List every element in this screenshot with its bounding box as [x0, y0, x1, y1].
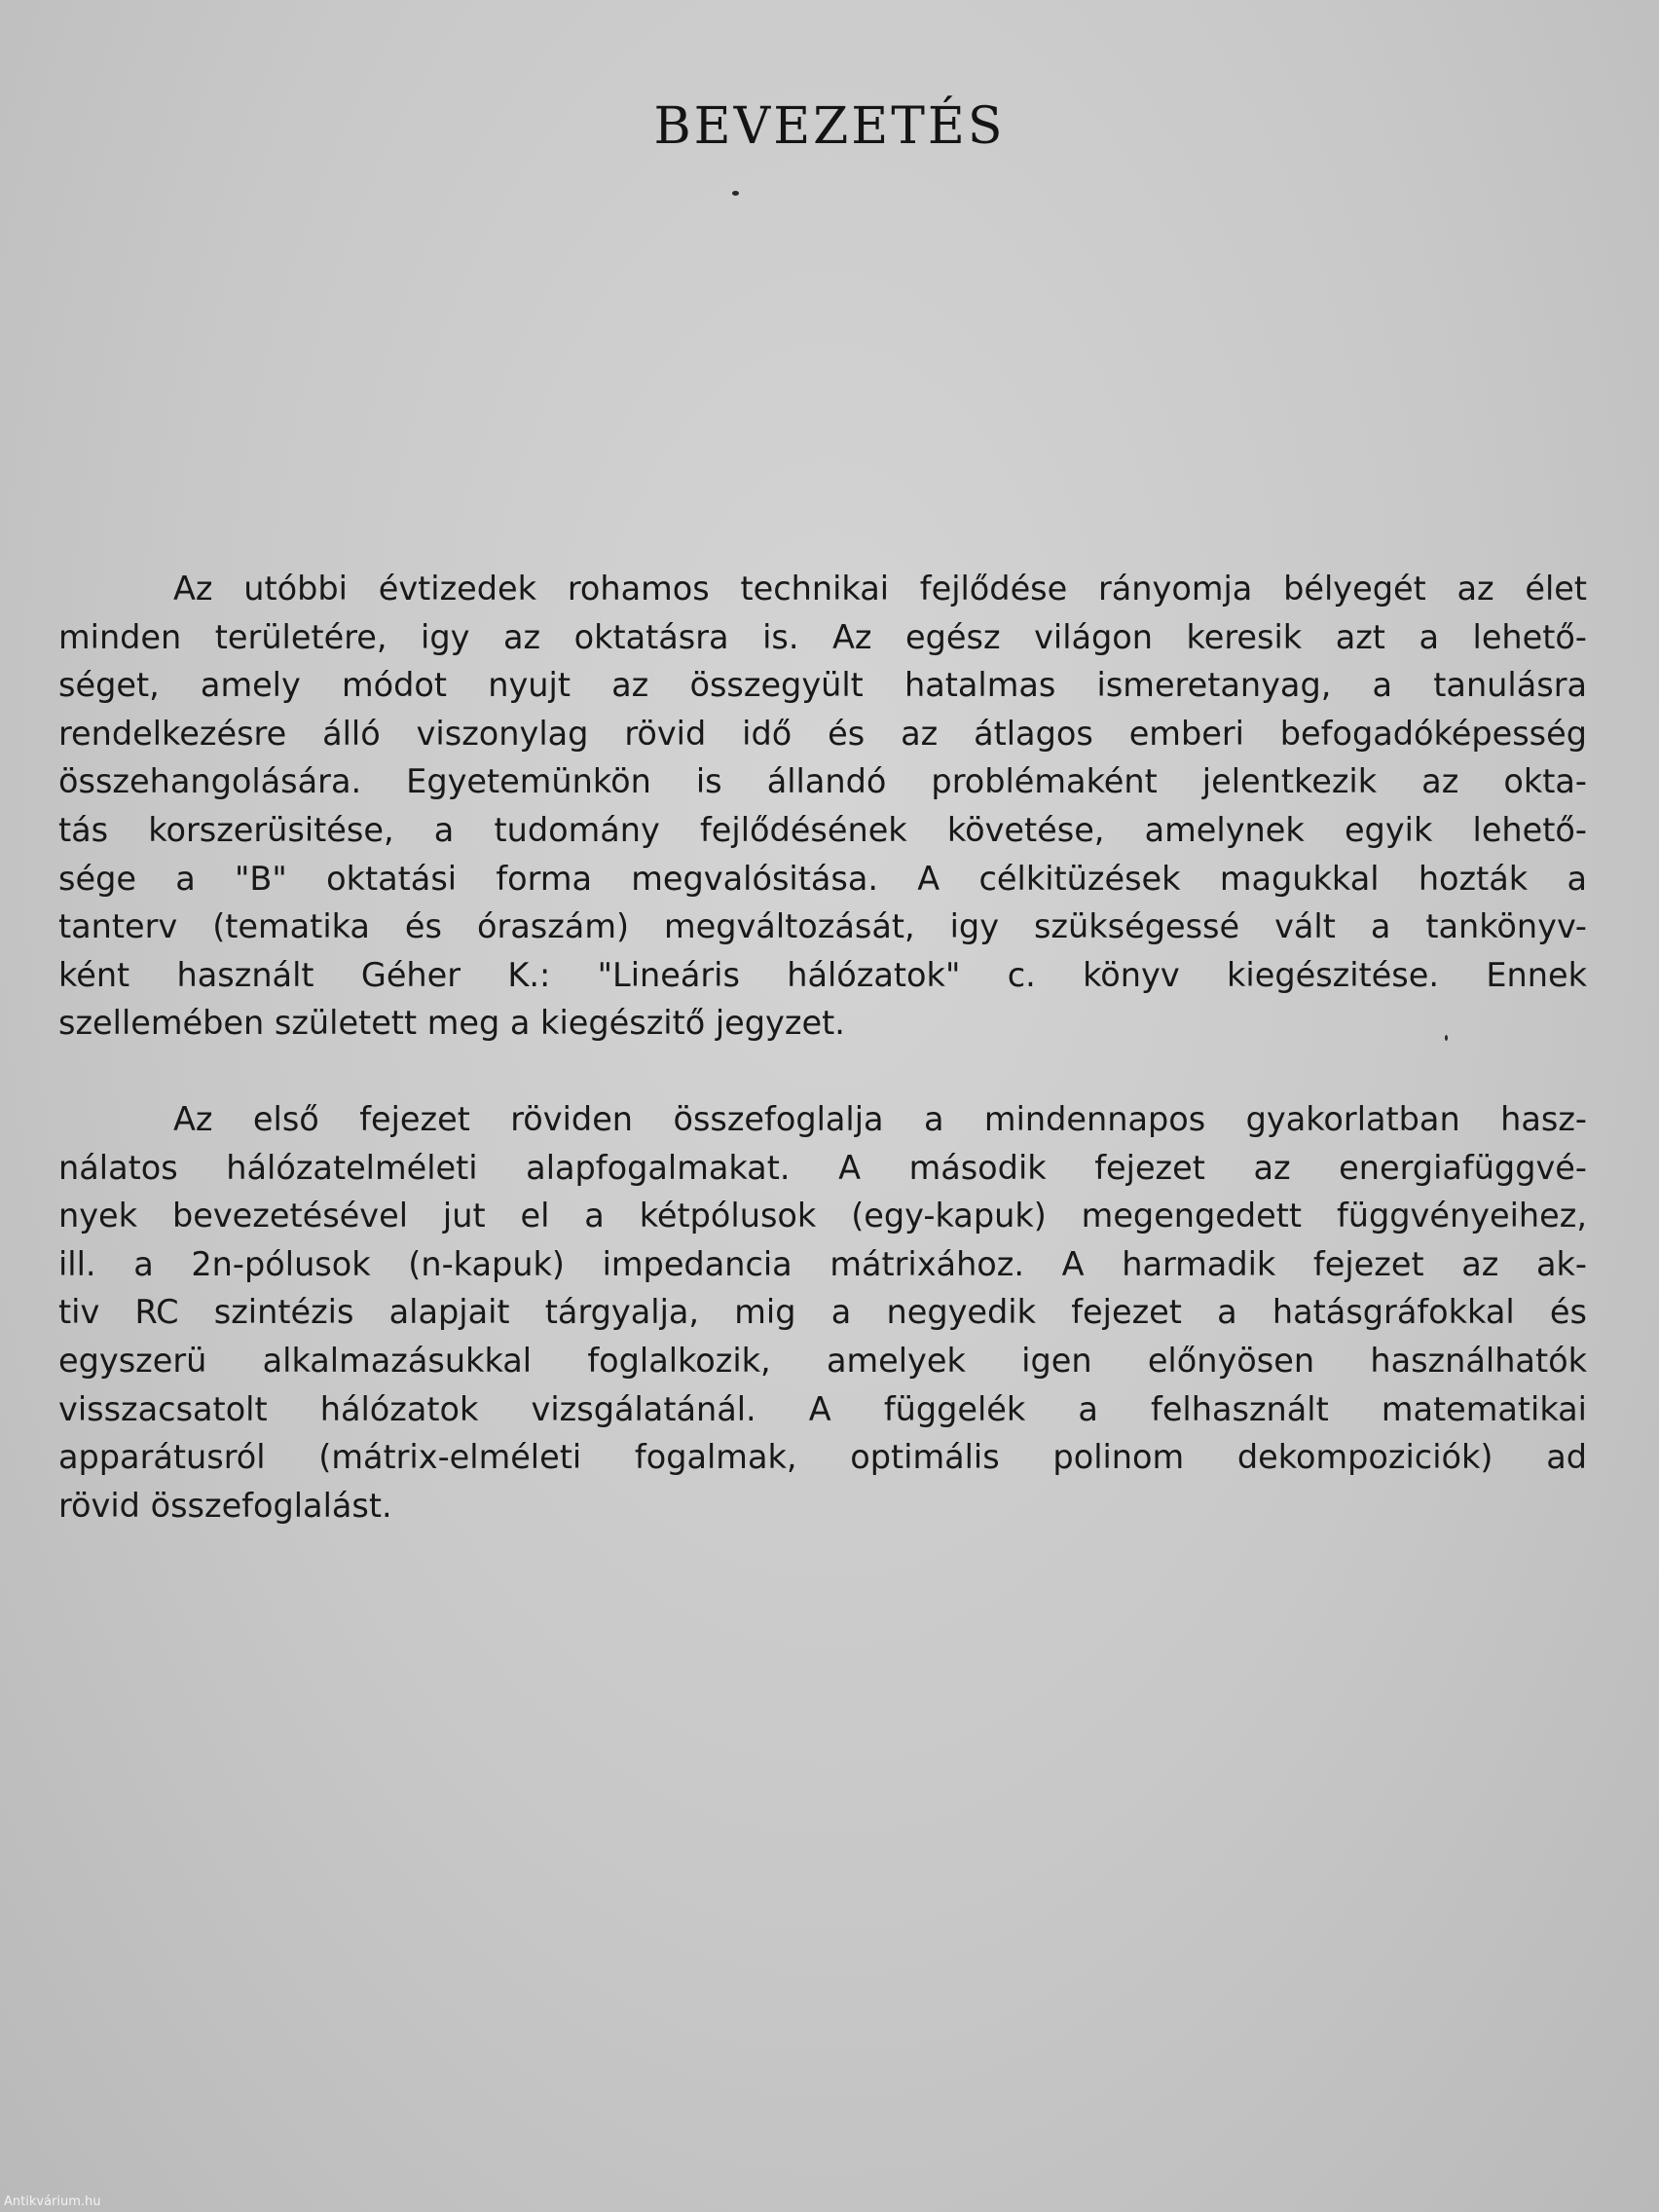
- text-line: nyek bevezetésével jut el a kétpólusok (egy-kapuk) megengedett függvényeihez,: [58, 1197, 1587, 1235]
- page-title: BEVEZETÉS: [653, 97, 1006, 156]
- text-line: ként használt Géher K.: "Lineáris hálózatok" c. könyv kiegészitése. Ennek: [58, 955, 1587, 994]
- text-line: rendelkezésre álló viszonylag rövid idő és az átlagos emberi befogadóképesség: [58, 714, 1587, 753]
- text-line: rövid összefoglalást.: [58, 1486, 392, 1525]
- text-line: tiv RC szintézis alapjait tárgyalja, mig a negyedik fejezet a hatásgráfokkal és: [58, 1293, 1587, 1332]
- watermark: Antikvárium.hu: [4, 2194, 101, 2209]
- text-line: tás korszerüsitése, a tudomány fejlődésének követése, amelynek egyik lehető-: [58, 810, 1587, 849]
- paragraph-1: [58, 565, 1587, 1048]
- text-line: visszacsatolt hálózatok vizsgálatánál. A függelék a felhasznált matematikai: [58, 1389, 1587, 1428]
- text-line: apparátusról (mátrix-elméleti fogalmak, optimális polinom dekompoziciók) ad: [58, 1438, 1587, 1477]
- text-line: séget, amely módot nyujt az összegyült hatalmas ismeretanyag, a tanulásra: [58, 666, 1587, 705]
- text-line: egyszerü alkalmazásukkal foglalkozik, amelyek igen előnyösen használhatók: [58, 1341, 1587, 1380]
- text-line: tanterv (tematika és óraszám) megváltozását, igy szükségessé vált a tankönyv-: [58, 907, 1587, 946]
- paragraph-gap: [58, 1048, 1587, 1095]
- ink-speck: [732, 191, 739, 196]
- text-line: Az utóbbi évtizedek rohamos technikai fejlődése rányomja bélyegét az élet: [173, 570, 1587, 608]
- text-line: nálatos hálózatelméleti alapfogalmakat. A második fejezet az energiafüggvé-: [58, 1148, 1587, 1187]
- text-line: szellemében született meg a kiegészitő jegyzet.: [58, 1004, 845, 1043]
- text-line: sége a "B" oktatási forma megvalósitása. A célkitüzések magukkal hozták a: [58, 859, 1587, 898]
- text-line: ill. a 2n-pólusok (n-kapuk) impedancia mátrixához. A harmadik fejezet az ak-: [58, 1244, 1587, 1283]
- text-line: összehangolására. Egyetemünkön is állandó problémaként jelentkezik az okta-: [58, 762, 1587, 801]
- text-line: Az első fejezet röviden összefoglalja a mindennapos gyakorlatban hasz-: [173, 1099, 1587, 1138]
- paragraph-2: [58, 1095, 1587, 1530]
- text-line: minden területére, igy az oktatásra is. Az egész világon keresik azt a lehető-: [58, 617, 1587, 656]
- body-text: [58, 565, 1587, 1530]
